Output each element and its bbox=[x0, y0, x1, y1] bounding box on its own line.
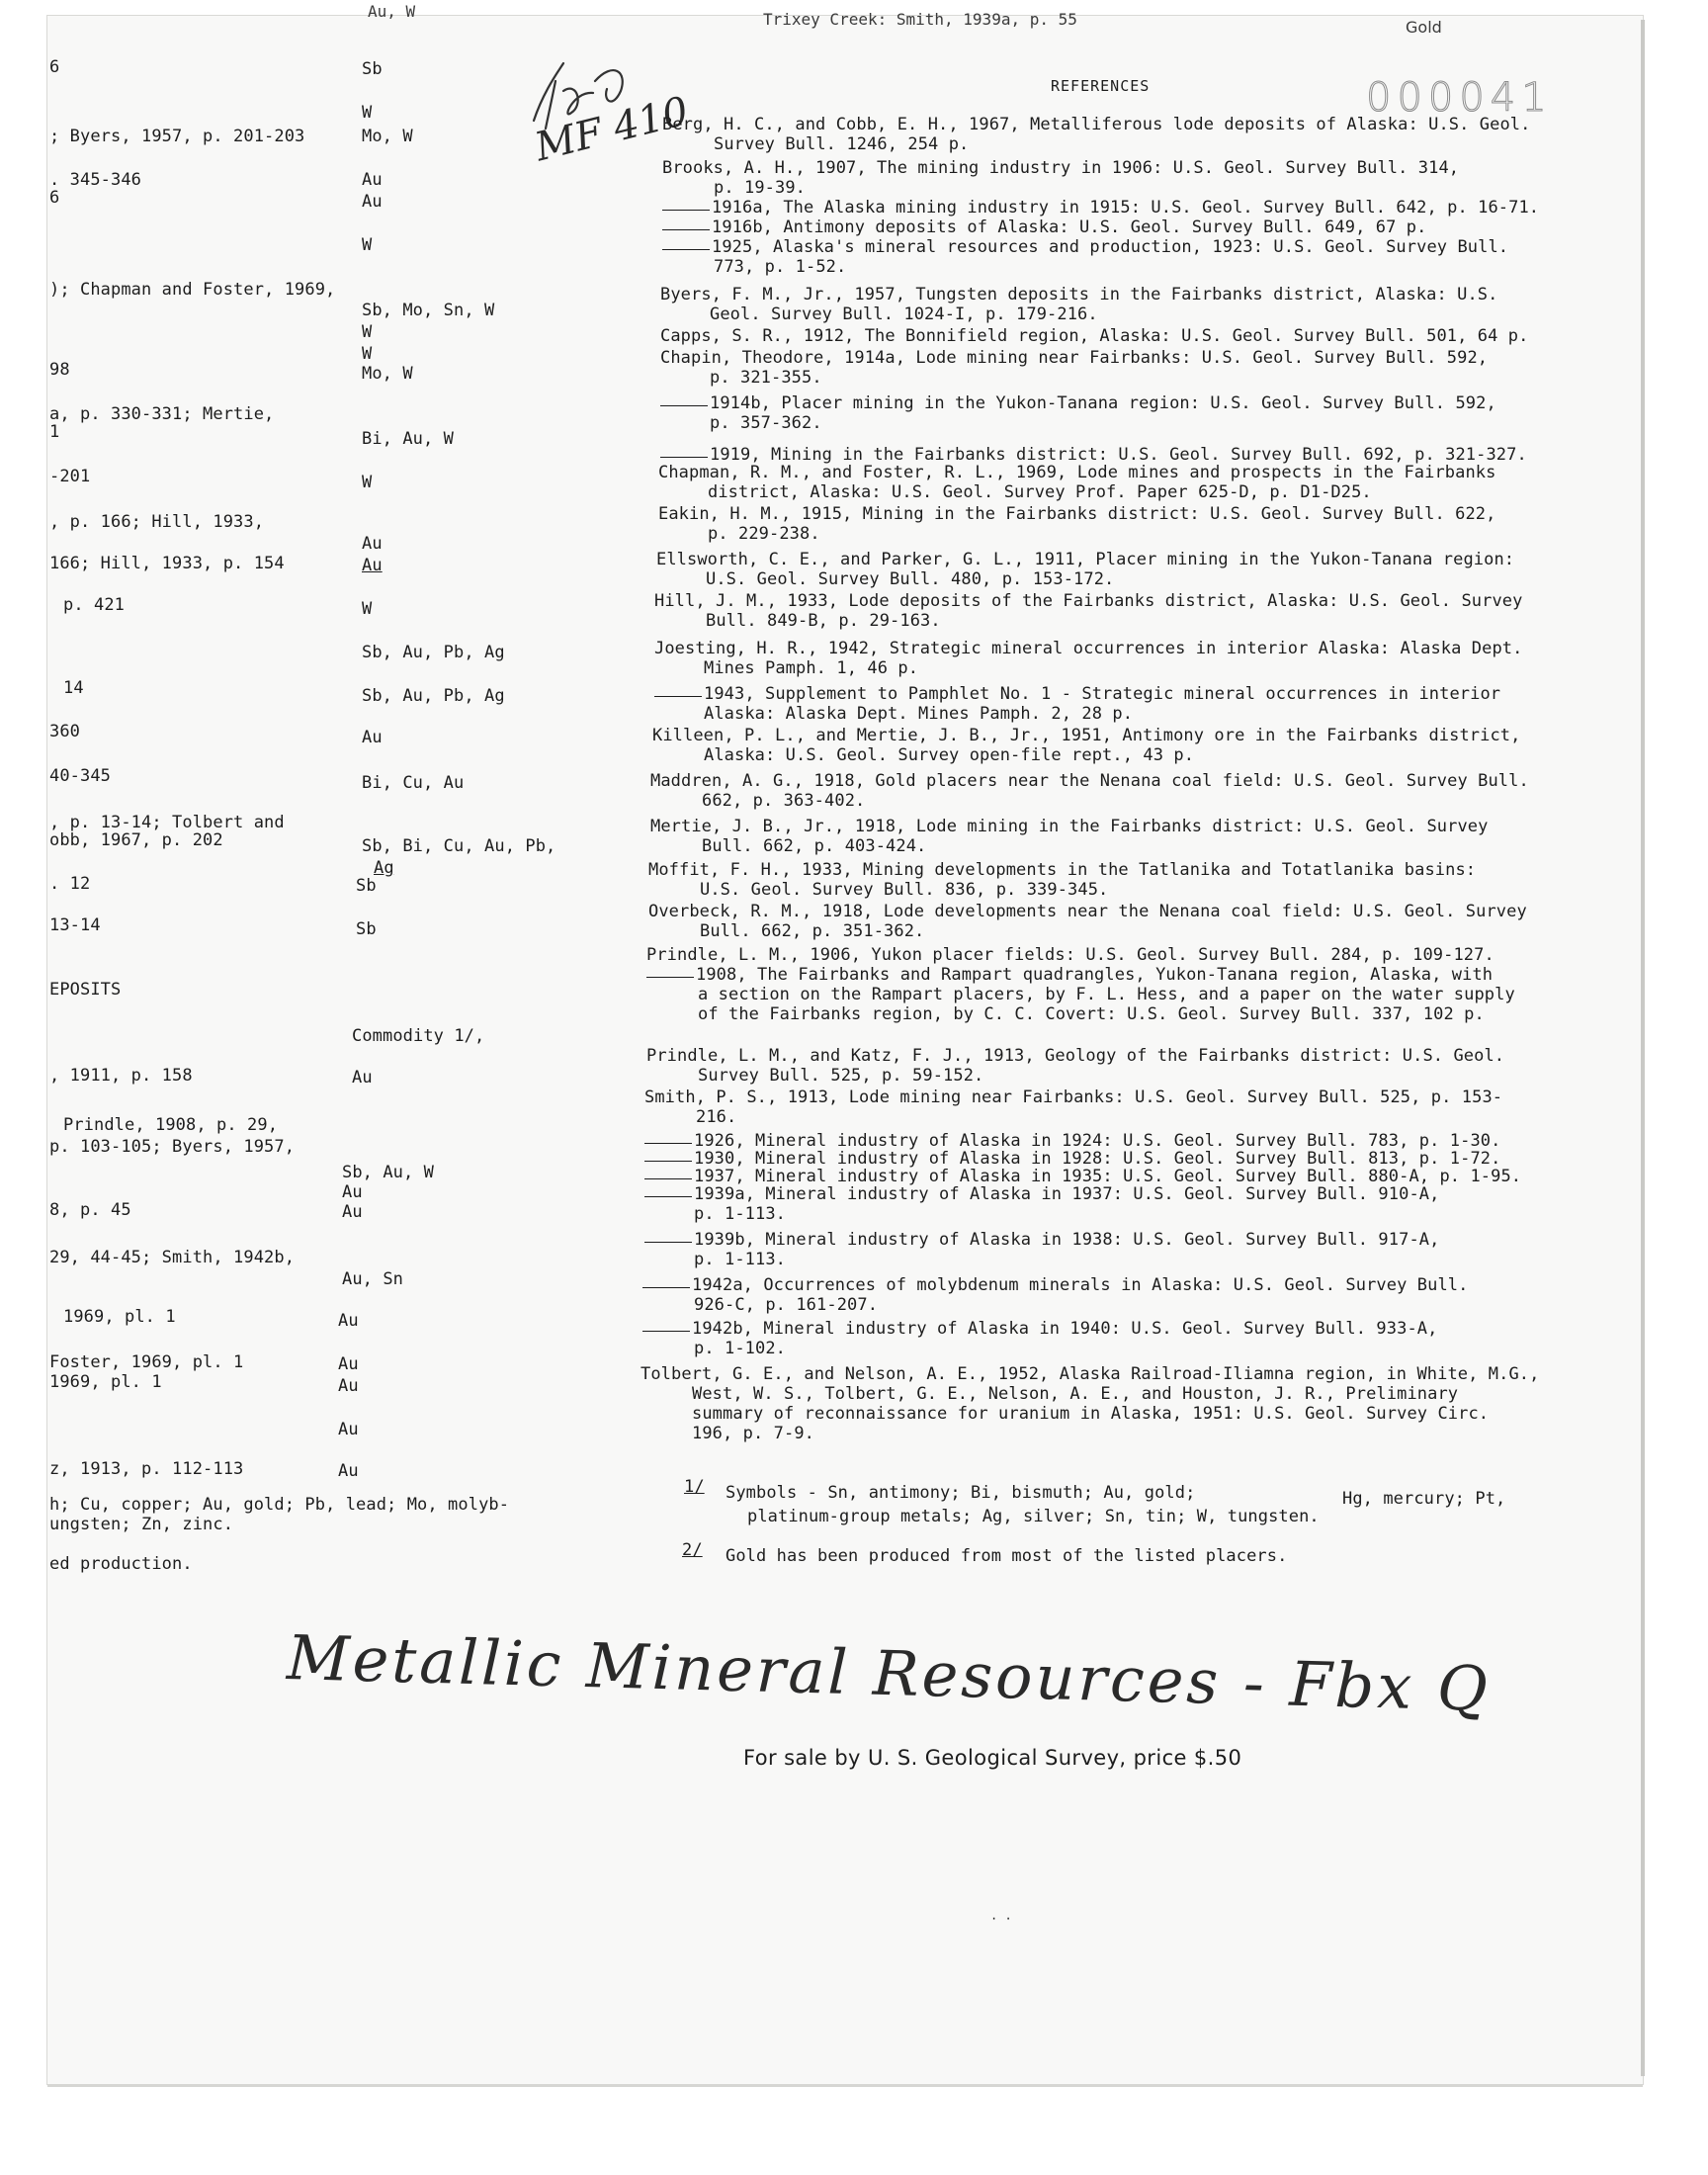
reference-line: Survey Bull. 1246, 254 p. bbox=[714, 134, 970, 154]
left-citation: 6 bbox=[49, 57, 60, 77]
left-citation: . 345-346 bbox=[49, 170, 142, 190]
reference-line: Chapman, R. M., and Foster, R. L., 1969, Lode mines and prospects in the Fairbanks bbox=[658, 463, 1496, 482]
left-citation: ; Byers, 1957, p. 201-203 bbox=[49, 127, 305, 146]
commodity-header: Commodity 1/, bbox=[352, 1026, 485, 1046]
reference-line: district, Alaska: U.S. Geol. Survey Prof. Paper 625-D, p. D1-D25. bbox=[708, 482, 1372, 502]
reference-line: p. 229-238. bbox=[708, 524, 820, 544]
reference-line: Maddren, A. G., 1918, Gold placers near the Nenana coal field: U.S. Geol. Survey Bull. bbox=[650, 771, 1529, 791]
commodity-cell: W bbox=[362, 344, 373, 364]
reference-line: 1930, Mineral industry of Alaska in 1928: U.S. Geol. Survey Bull. 813, p. 1-72. bbox=[644, 1149, 1500, 1169]
reference-line: U.S. Geol. Survey Bull. 836, p. 339-345. bbox=[700, 880, 1109, 900]
commodity-cell: W bbox=[362, 599, 373, 619]
left-legend-line: h; Cu, copper; Au, gold; Pb, lead; Mo, molyb- bbox=[49, 1495, 510, 1515]
commodity-cell: Au bbox=[338, 1461, 359, 1481]
reference-line: Bull. 662, p. 403-424. bbox=[702, 836, 927, 856]
left-footnote-line: ed production. bbox=[49, 1554, 193, 1574]
reference-line: Smith, P. S., 1913, Lode mining near Fairbanks: U.S. Geol. Survey Bull. 525, p. 153- bbox=[644, 1088, 1503, 1107]
reference-line: 1939b, Mineral industry of Alaska in 1938: U.S. Geol. Survey Bull. 917-A, bbox=[644, 1230, 1439, 1250]
reference-line: 216. bbox=[696, 1107, 737, 1127]
commodity-cell: Au bbox=[342, 1202, 363, 1222]
commodity-cell: Au bbox=[338, 1376, 359, 1396]
left-citation: , 1911, p. 158 bbox=[49, 1066, 193, 1086]
left-citation: , p. 13-14; Tolbert and bbox=[49, 813, 285, 832]
reference-line: a section on the Rampart placers, by F. L. Hess, and a paper on the water supply bbox=[698, 985, 1515, 1004]
reference-line: Prindle, L. M., and Katz, F. J., 1913, Geology of the Fairbanks district: U.S. Geol. bbox=[646, 1046, 1505, 1066]
commodity-cell: Au bbox=[338, 1311, 359, 1331]
left-citation: 1969, pl. 1 bbox=[63, 1307, 176, 1327]
commodity-cell: Au bbox=[362, 534, 383, 554]
commodity-cell: Au bbox=[362, 556, 383, 575]
reference-line: p. 1-102. bbox=[694, 1339, 787, 1358]
reference-line: summary of reconnaissance for uranium in Alaska, 1951: U.S. Geol. Survey Circ. bbox=[692, 1404, 1490, 1424]
left-citation: 1 bbox=[49, 422, 60, 442]
reference-line: Survey Bull. 525, p. 59-152. bbox=[698, 1066, 984, 1086]
commodity-cell: Sb bbox=[362, 59, 383, 79]
commodity-cell: Sb, Au, W bbox=[342, 1163, 435, 1182]
left-citation: 29, 44-45; Smith, 1942b, bbox=[49, 1248, 296, 1267]
reference-line: p. 19-39. bbox=[714, 178, 807, 198]
reference-line: 1943, Supplement to Pamphlet No. 1 - Strategic mineral occurrences in interior bbox=[654, 684, 1500, 704]
reference-line: Prindle, L. M., 1906, Yukon placer fields: U.S. Geol. Survey Bull. 284, p. 109-127. bbox=[646, 945, 1494, 965]
footnote-text: Gold has been produced from most of the listed placers. bbox=[726, 1546, 1288, 1566]
footnote-text: Hg, mercury; Pt, bbox=[1342, 1489, 1506, 1509]
left-citation: a, p. 330-331; Mertie, bbox=[49, 404, 275, 424]
reference-line: 196, p. 7-9. bbox=[692, 1424, 815, 1443]
reference-line: Eakin, H. M., 1915, Mining in the Fairbanks district: U.S. Geol. Survey Bull. 622, bbox=[658, 504, 1496, 524]
reference-line: Mertie, J. B., Jr., 1918, Lode mining in the Fairbanks district: U.S. Geol. Survey bbox=[650, 817, 1489, 836]
footnote-marker: 1/ bbox=[684, 1477, 705, 1497]
reference-line: Moffit, F. H., 1933, Mining developments in the Tatlanika and Totatlanika basins: bbox=[648, 860, 1477, 880]
reference-line: Alaska: Alaska Dept. Mines Pamph. 2, 28 p. bbox=[704, 704, 1134, 724]
commodity-cell: Bi, Cu, Au bbox=[362, 773, 465, 793]
commodity-cell: Sb, Bi, Cu, Au, Pb, bbox=[362, 836, 556, 856]
commodity-cell: Au bbox=[338, 1354, 359, 1374]
left-citation: Foster, 1969, pl. 1 bbox=[49, 1352, 244, 1372]
left-citation: p. 103-105; Byers, 1957, bbox=[49, 1137, 296, 1157]
left-citation: z, 1913, p. 112-113 bbox=[49, 1459, 244, 1479]
left-citation: 166; Hill, 1933, p. 154 bbox=[49, 554, 285, 573]
reference-line: 773, p. 1-52. bbox=[714, 257, 847, 277]
footnote-text: platinum-group metals; Ag, silver; Sn, tin; W, tungsten. bbox=[747, 1507, 1320, 1526]
header-center-fragment: Trixey Creek: Smith, 1939a, p. 55 bbox=[763, 10, 1077, 29]
left-citation: Prindle, 1908, p. 29, bbox=[63, 1115, 279, 1135]
left-citation: 13-14 bbox=[49, 915, 101, 935]
left-citation: 6 bbox=[49, 188, 60, 208]
reference-line: Hill, J. M., 1933, Lode deposits of the Fairbanks district, Alaska: U.S. Geol. Survey bbox=[654, 591, 1523, 611]
reference-line: Tolbert, G. E., and Nelson, A. E., 1952, Alaska Railroad-Iliamna region, in White, M.G., bbox=[640, 1364, 1540, 1384]
reference-line: Geol. Survey Bull. 1024-I, p. 179-216. bbox=[710, 304, 1098, 324]
reference-line: 1919, Mining in the Fairbanks district: U.S. Geol. Survey Bull. 692, p. 321-327. bbox=[660, 445, 1527, 465]
reference-line: Berg, H. C., and Cobb, E. H., 1967, Metalliferous lode deposits of Alaska: U.S. Geol. bbox=[662, 115, 1531, 134]
header-gold-label: Gold bbox=[1406, 18, 1442, 37]
reference-line: Chapin, Theodore, 1914a, Lode mining near Fairbanks: U.S. Geol. Survey Bull. 592, bbox=[660, 348, 1489, 368]
page-edge-shadow bbox=[1641, 20, 1645, 2076]
commodity-cell: Mo, W bbox=[362, 127, 413, 146]
commodity-cell: Bi, Au, W bbox=[362, 429, 455, 449]
reference-line: Capps, S. R., 1912, The Bonnifield region, Alaska: U.S. Geol. Survey Bull. 501, 64 p. bbox=[660, 326, 1529, 346]
reference-line: 1925, Alaska's mineral resources and production, 1923: U.S. Geol. Survey Bull. bbox=[662, 237, 1508, 257]
reference-line: 1916b, Antimony deposits of Alaska: U.S. Geol. Survey Bull. 649, 67 p. bbox=[662, 218, 1426, 237]
commodity-cell: W bbox=[362, 103, 373, 123]
document-number-stamp: 000041 bbox=[1366, 75, 1553, 121]
left-citation: , p. 166; Hill, 1933, bbox=[49, 512, 265, 532]
section-heading-deposits: EPOSITS bbox=[49, 980, 122, 1000]
commodity-cell: Sb, Au, Pb, Ag bbox=[362, 686, 505, 706]
sale-price-line: For sale by U. S. Geological Survey, price $.50 bbox=[743, 1746, 1242, 1770]
commodity-cell: Sb bbox=[356, 876, 377, 896]
handwritten-title: Metallic Mineral Resources - Fbx Q bbox=[286, 1621, 1492, 1725]
handwritten-mf-number: MF 410 bbox=[530, 88, 694, 171]
left-citation: . 12 bbox=[49, 874, 91, 894]
commodity-cell: Au bbox=[362, 192, 383, 212]
reference-line: Alaska: U.S. Geol. Survey open-file rept., 43 p. bbox=[704, 745, 1195, 765]
left-citation: 40-345 bbox=[49, 766, 112, 786]
commodity-cell: Au, Sn bbox=[342, 1269, 404, 1289]
reference-line: Brooks, A. H., 1907, The mining industry in 1906: U.S. Geol. Survey Bull. 314, bbox=[662, 158, 1460, 178]
reference-line: 1939a, Mineral industry of Alaska in 1937: U.S. Geol. Survey Bull. 910-A, bbox=[644, 1184, 1439, 1204]
footnote-marker: 2/ bbox=[682, 1540, 703, 1560]
left-citation: ); Chapman and Foster, 1969, bbox=[49, 280, 336, 300]
left-legend-line: ungsten; Zn, zinc. bbox=[49, 1515, 234, 1534]
commodity-cell: W bbox=[362, 322, 373, 342]
reference-line: Bull. 849-B, p. 29-163. bbox=[706, 611, 941, 631]
reference-line: 1942a, Occurrences of molybdenum minerals in Alaska: U.S. Geol. Survey Bull. bbox=[642, 1275, 1468, 1295]
left-citation: 360 bbox=[49, 722, 81, 741]
commodity-cell: Sb, Mo, Sn, W bbox=[362, 301, 495, 320]
reference-line: U.S. Geol. Survey Bull. 480, p. 153-172. bbox=[706, 569, 1115, 589]
left-citation: 8, p. 45 bbox=[49, 1200, 131, 1220]
reference-line: Mines Pamph. 1, 46 p. bbox=[704, 658, 919, 678]
reference-line: 1916a, The Alaska mining industry in 1915: U.S. Geol. Survey Bull. 642, p. 16-71. bbox=[662, 198, 1539, 218]
reference-line: 1942b, Mineral industry of Alaska in 1940: U.S. Geol. Survey Bull. 933-A, bbox=[642, 1319, 1437, 1339]
commodity-cell: Ag bbox=[374, 858, 394, 878]
reference-line: 662, p. 363-402. bbox=[702, 791, 866, 811]
references-heading: REFERENCES bbox=[1051, 77, 1151, 95]
commodity-cell: Au bbox=[362, 170, 383, 190]
reference-line: 1914b, Placer mining in the Yukon-Tanana region: U.S. Geol. Survey Bull. 592, bbox=[660, 393, 1496, 413]
reference-line: 1926, Mineral industry of Alaska in 1924: U.S. Geol. Survey Bull. 783, p. 1-30. bbox=[644, 1131, 1500, 1151]
reference-line: p. 321-355. bbox=[710, 368, 822, 388]
reference-line: 1937, Mineral industry of Alaska in 1935: U.S. Geol. Survey Bull. 880-A, p. 1-95. bbox=[644, 1167, 1521, 1186]
left-citation: 14 bbox=[63, 678, 84, 698]
reference-line: p. 1-113. bbox=[694, 1204, 787, 1224]
reference-line: of the Fairbanks region, by C. C. Covert: U.S. Geol. Survey Bull. 337, 102 p. bbox=[698, 1004, 1485, 1024]
reference-line: Byers, F. M., Jr., 1957, Tungsten deposits in the Fairbanks district, Alaska: U.S. bbox=[660, 285, 1498, 304]
commodity-cell: Sb bbox=[356, 919, 377, 939]
commodity-cell: Au bbox=[338, 1420, 359, 1439]
reference-line: Overbeck, R. M., 1918, Lode developments near the Nenana coal field: U.S. Geol. Survey bbox=[648, 902, 1527, 921]
reference-line: Ellsworth, C. E., and Parker, G. L., 1911, Placer mining in the Yukon-Tanana region: bbox=[656, 550, 1515, 569]
reference-line: Joesting, H. R., 1942, Strategic mineral occurrences in interior Alaska: Alaska Dept. bbox=[654, 639, 1523, 658]
commodity-cell: Mo, W bbox=[362, 364, 413, 384]
reference-line: West, W. S., Tolbert, G. E., Nelson, A. E., and Houston, J. R., Preliminary bbox=[692, 1384, 1459, 1404]
left-citation: -201 bbox=[49, 467, 91, 486]
header-left-fragment: Au, W bbox=[368, 2, 416, 21]
commodity-cell: W bbox=[362, 473, 373, 492]
reference-line: Bull. 662, p. 351-362. bbox=[700, 921, 925, 941]
commodity-cell: Au bbox=[362, 728, 383, 747]
left-citation: p. 421 bbox=[63, 595, 126, 615]
commodity-cell: Au bbox=[352, 1068, 373, 1088]
footnote-text: Symbols - Sn, antimony; Bi, bismuth; Au, gold; bbox=[726, 1483, 1196, 1503]
reference-line: 926-C, p. 161-207. bbox=[694, 1295, 879, 1315]
commodity-cell: Au bbox=[342, 1182, 363, 1202]
left-citation: 1969, pl. 1 bbox=[49, 1372, 162, 1392]
reference-line: p. 1-113. bbox=[694, 1250, 787, 1269]
commodity-cell: Sb, Au, Pb, Ag bbox=[362, 643, 505, 662]
reference-line: p. 357-362. bbox=[710, 413, 822, 433]
left-citation: obb, 1967, p. 202 bbox=[49, 830, 223, 850]
page-bottom-edge bbox=[47, 2084, 1643, 2087]
scan-speck: · · bbox=[990, 1912, 1012, 1926]
left-citation: 98 bbox=[49, 360, 70, 380]
commodity-cell: W bbox=[362, 235, 373, 255]
reference-line: Killeen, P. L., and Mertie, J. B., Jr., 1951, Antimony ore in the Fairbanks district, bbox=[652, 726, 1521, 745]
reference-line: 1908, The Fairbanks and Rampart quadrangles, Yukon-Tanana region, Alaska, with bbox=[646, 965, 1493, 985]
